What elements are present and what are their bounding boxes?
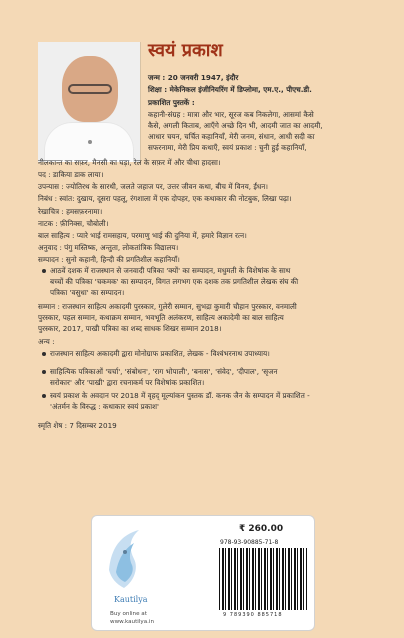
- drama-line: नाटक : फ़ीनिक्स, चौबोली।: [38, 219, 109, 228]
- story-line-4: सफरनामा, मेरी प्रिय कथाएँ, स्वयं प्रकाश : चुनी हुई कहानियाँ,: [148, 143, 307, 153]
- publisher-website: www.kautilya.in: [110, 619, 155, 625]
- other-item-3-line-2: 'अंतर्मन के विरुद्ध : कथाकार स्वयं प्रकाश': [50, 402, 159, 412]
- publisher-panel: [91, 515, 315, 631]
- shirt-button-icon: [88, 140, 92, 144]
- other-item-1: राजस्थान साहित्य अकादमी द्वारा मोनोग्राफ प्रकाशित, लेखक - विश्वंभरनाथ उपाध्याय।: [50, 349, 270, 358]
- story-line-1: कहानी-संग्रह : मात्रा और भार, सूरज कब निकलेगा, आसमां कैसे: [148, 110, 314, 119]
- buy-online-text: Buy online at: [110, 611, 147, 617]
- author-name: स्वयं प्रकाश: [148, 40, 223, 61]
- awards-line-1: सम्मान : राजस्थान साहित्य अकादमी पुरस्कार, गुलेरी सम्मान, सुभद्रा कुमारी चौहान पुरस्कार, वनमाली: [38, 302, 297, 311]
- translation-line: अनुवाद : पंगु मस्तिष्क, अन्तुता, लोकतांत्रिक विद्यालय।: [38, 243, 179, 252]
- eighties-line-1: आठवें दशक में राजस्थान से जनवादी पत्रिका 'क्यों' का सम्पादन, मधुमती के विशेषांक के साथ: [50, 266, 291, 275]
- bullet-icon: [42, 394, 46, 398]
- published-label: प्रकाशित पुस्तकें :: [148, 98, 195, 107]
- eighties-line-2: बच्चों की पत्रिका 'चकमक' का सम्पादन, विगत लगभग एक दशक तक प्रगतिशील लेखक संघ की: [50, 277, 299, 287]
- other-label: अन्य :: [38, 337, 55, 346]
- awards-line-2: पुरस्कार, पहल सम्मान, कथाक्रम सम्मान, भवभूति अलंकरण, साहित्य अकादेमी का बाल साहित्य: [38, 313, 284, 323]
- education-line: शिक्षा : मेकेनिकल इंजीनियरिंग में डिप्लोमा, एम.ए., पीएच.डी.: [148, 85, 312, 94]
- essays-line: निबंध : स्वांत: दुखाय, दूसरा पहलू, रंगशाला में एक दोपहर, एक कथाकार की नोटबुक, लिखा पढ़ा।: [38, 194, 292, 203]
- other-item-2-line-1: साहित्यिक पत्रिकाओं 'चर्चा', 'संबोधन', 'राग भोपाली', 'बनास', 'संवेद', 'दीपाल', 'सृजन: [50, 367, 278, 376]
- editing-line: सम्पादन : सुनो कहानी, हिन्दी की प्रगतिशील कहानियाँ।: [38, 255, 180, 264]
- novels-line: उपन्यास : ज्योतिरथ के सारथी, जलते जहाज पर, उत्तर जीवन कथा, बीच में विनय, ईंधन।: [38, 182, 269, 191]
- glasses-icon: [68, 84, 112, 94]
- other-item-3-line-1: स्वयं प्रकाश के अवदान पर 2018 में वृहद् मूल्यांकन पुस्तक डॉ. कनक जैन के सम्पादन में प्रकाशित -: [50, 391, 310, 400]
- bullet-icon: [42, 370, 46, 374]
- kautilya-logo-icon: [101, 526, 153, 594]
- eighties-note: [50, 265, 388, 298]
- isbn-label: 978-93-90885-71-8: [220, 539, 279, 546]
- barcode-icon: [219, 548, 307, 610]
- bullet-icon: [42, 352, 46, 356]
- eighties-line-3: पत्रिका 'वसुधा' का सम्पादन।: [50, 288, 125, 298]
- awards-line-3: पुरस्कार, 2017, पाखी पत्रिका का शब्द साधक शिखर सम्मान 2018।: [38, 324, 222, 334]
- birth-line: जन्म : 20 जनवरी 1947, इंदौर: [148, 73, 239, 82]
- play-line: पद : डाकिया डाक लाया।: [38, 170, 104, 179]
- children-line: बाल साहित्य : प्यारे भाई रामसहाय, परमाणु भाई की दुनिया में, हमारे विज्ञान रत्न।: [38, 231, 247, 240]
- bullet-icon: [42, 269, 46, 273]
- publisher-logo-text: Kautilya: [114, 595, 148, 604]
- barcode-digits: 9 789390 885718: [223, 612, 283, 618]
- death-line: स्मृति शेष : 7 दिसम्बर 2019: [38, 421, 117, 430]
- sketch-line: रेखाचित्र : हमसफ़रनामा।: [38, 207, 103, 216]
- awards: [38, 301, 388, 334]
- other-item-3: [50, 390, 388, 412]
- story-line-3: आधार चयन, चर्चित कहानियाँ, मेरी जनम, संधान, आधी सदी का: [148, 132, 315, 142]
- author-photo: [38, 42, 141, 162]
- other-item-2-line-2: सरोकार' और 'पाखी' द्वारा रचनाकर्म पर विशेषांक प्रकाशित।: [50, 378, 205, 388]
- other-item-2: [50, 366, 388, 388]
- story-collections: [148, 109, 393, 153]
- story-line-2: कैसे, अगली किताब, आएँगे अच्छे दिन भी, आदमी जात का आदमी,: [148, 121, 323, 131]
- story-collections-cont: नीलकान्त का सफ़र, मैनसी का घड़ा, रेल के सफ़र में और चीथा हादसा।: [38, 158, 221, 167]
- price-label: ₹ 260.00: [239, 524, 284, 534]
